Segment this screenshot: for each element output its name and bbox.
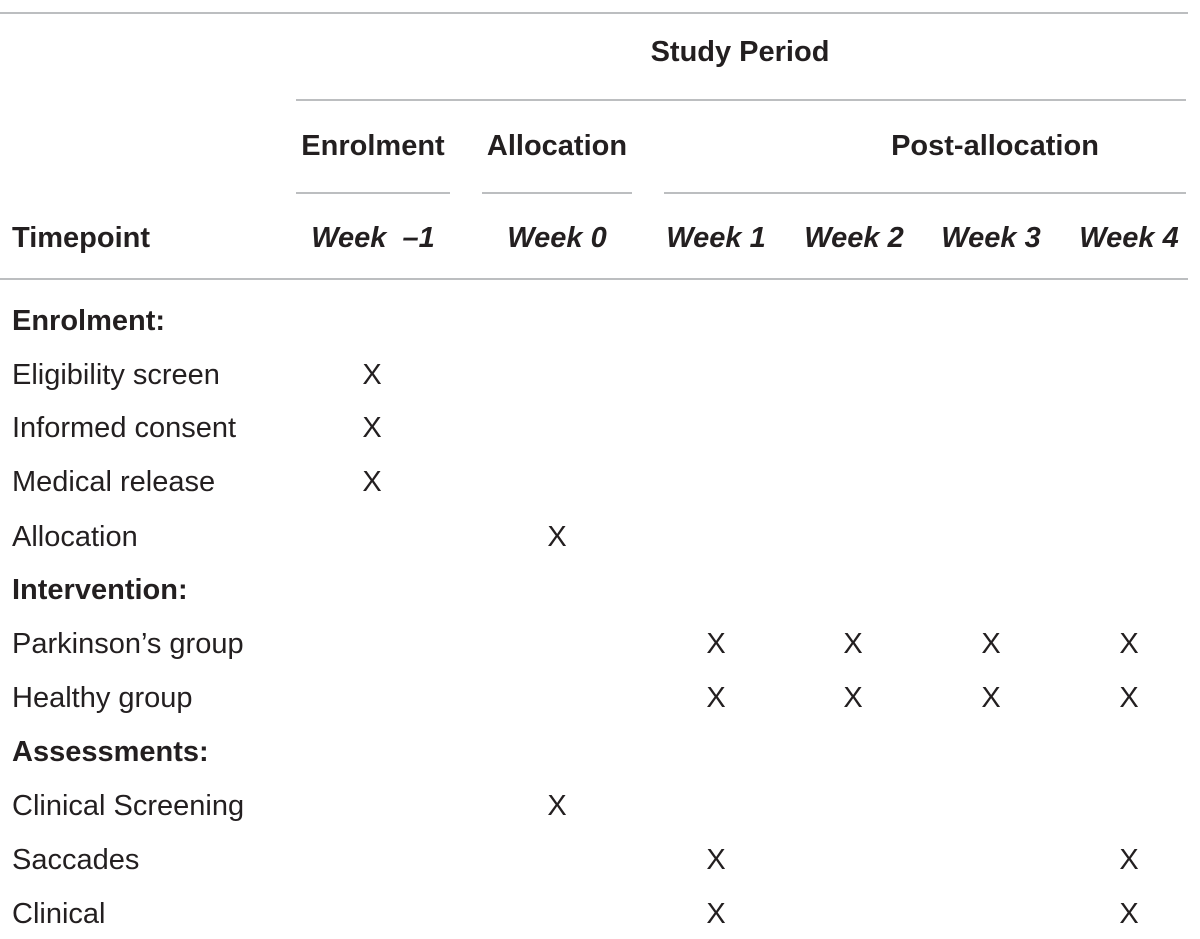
cell-saccades-week-0	[537, 842, 577, 878]
cell-parkinsons-group-week-4: X	[1119, 628, 1139, 660]
cell-allocation-week-2	[833, 519, 873, 555]
cell-medical-release-week-minus-1: X	[362, 466, 382, 498]
cell-parkinsons-group-week-minus-1	[352, 626, 392, 662]
timepoint-week-3: Week 3	[941, 222, 1041, 254]
cell-parkinsons-group-week-3: X	[981, 628, 1001, 660]
cell-healthy-group-week-0	[537, 680, 577, 716]
cell-clinical-screening-week-0: X	[547, 790, 567, 822]
phase-post-allocation: Post-allocation	[891, 130, 1099, 162]
cell-saccades-week-minus-1	[352, 842, 392, 878]
timepoint-week-1: Week 1	[666, 222, 766, 254]
cell-informed-consent-week-4	[1109, 410, 1149, 446]
timepoint-label: Timepoint	[12, 222, 151, 254]
cell-eligibility-screen-week-minus-1: X	[362, 359, 382, 391]
timepoint-week-2: Week 2	[804, 222, 904, 254]
cell-informed-consent-week-1	[696, 410, 736, 446]
cell-saccades-week-3	[971, 842, 1011, 878]
cell-healthy-group-week-4: X	[1119, 682, 1139, 714]
cell-allocation-week-minus-1	[352, 519, 392, 555]
allocation-phase-rule	[482, 192, 632, 194]
cell-parkinsons-group-week-1: X	[706, 628, 726, 660]
cell-saccades-week-4: X	[1119, 844, 1139, 876]
top-rule	[0, 12, 1188, 14]
cell-medical-release-week-4	[1109, 464, 1149, 500]
cell-informed-consent-week-2	[833, 410, 873, 446]
row-label-clinical-screening: Clinical Screening	[12, 790, 245, 822]
cell-healthy-group-week-1: X	[706, 682, 726, 714]
row-label-informed-consent: Informed consent	[12, 412, 237, 444]
timepoint-week-0: Week 0	[507, 222, 607, 254]
cell-informed-consent-week-3	[971, 410, 1011, 446]
cell-saccades-week-1: X	[706, 844, 726, 876]
cell-allocation-week-4	[1109, 519, 1149, 555]
phase-enrolment: Enrolment	[301, 130, 445, 162]
row-label-clinical: Clinical	[12, 898, 106, 930]
row-label-medical-release: Medical release	[12, 466, 216, 498]
timepoint-week-minus-1: Week –1	[311, 222, 435, 254]
cell-clinical-week-0	[537, 896, 577, 932]
cell-clinical-screening-week-3	[971, 788, 1011, 824]
cell-clinical-screening-week-1	[696, 788, 736, 824]
cell-medical-release-week-1	[696, 464, 736, 500]
row-label-eligibility-screen: Eligibility screen	[12, 359, 220, 391]
cell-eligibility-screen-week-2	[833, 357, 873, 393]
cell-eligibility-screen-week-3	[971, 357, 1011, 393]
cell-informed-consent-week-minus-1: X	[362, 412, 382, 444]
post-allocation-phase-rule	[664, 192, 1186, 194]
cell-clinical-week-4: X	[1119, 898, 1139, 930]
row-label-parkinsons-group: Parkinson’s group	[12, 628, 244, 660]
phase-allocation: Allocation	[486, 130, 628, 162]
cell-healthy-group-week-2: X	[843, 682, 863, 714]
cell-healthy-group-week-3: X	[981, 682, 1001, 714]
cell-eligibility-screen-week-1	[696, 357, 736, 393]
cell-clinical-screening-week-2	[833, 788, 873, 824]
row-label-healthy-group: Healthy group	[12, 682, 193, 714]
cell-informed-consent-week-0	[537, 410, 577, 446]
cell-clinical-week-minus-1	[352, 896, 392, 932]
cell-clinical-week-3	[971, 896, 1011, 932]
cell-eligibility-screen-week-0	[537, 357, 577, 393]
cell-clinical-week-1: X	[706, 898, 726, 930]
section-title-assessments: Assessments:	[12, 736, 209, 768]
study-period-rule	[296, 99, 1186, 101]
cell-medical-release-week-2	[833, 464, 873, 500]
row-label-saccades: Saccades	[12, 844, 140, 876]
enrolment-phase-rule	[296, 192, 450, 194]
cell-medical-release-week-3	[971, 464, 1011, 500]
timepoint-week-4: Week 4	[1079, 222, 1179, 254]
cell-eligibility-screen-week-4	[1109, 357, 1149, 393]
cell-allocation-week-1	[696, 519, 736, 555]
cell-allocation-week-0: X	[547, 521, 567, 553]
section-title-intervention: Intervention:	[12, 574, 188, 606]
cell-clinical-screening-week-4	[1109, 788, 1149, 824]
cell-medical-release-week-0	[537, 464, 577, 500]
row-label-allocation: Allocation	[12, 521, 138, 553]
cell-clinical-screening-week-minus-1	[352, 788, 392, 824]
cell-parkinsons-group-week-2: X	[843, 628, 863, 660]
cell-saccades-week-2	[833, 842, 873, 878]
cell-clinical-week-2	[833, 896, 873, 932]
study-period-heading: Study Period	[650, 36, 830, 68]
cell-allocation-week-3	[971, 519, 1011, 555]
cell-healthy-group-week-minus-1	[352, 680, 392, 716]
cell-parkinsons-group-week-0	[537, 626, 577, 662]
header-bottom-rule	[0, 278, 1188, 280]
section-title-enrolment: Enrolment:	[12, 305, 166, 337]
